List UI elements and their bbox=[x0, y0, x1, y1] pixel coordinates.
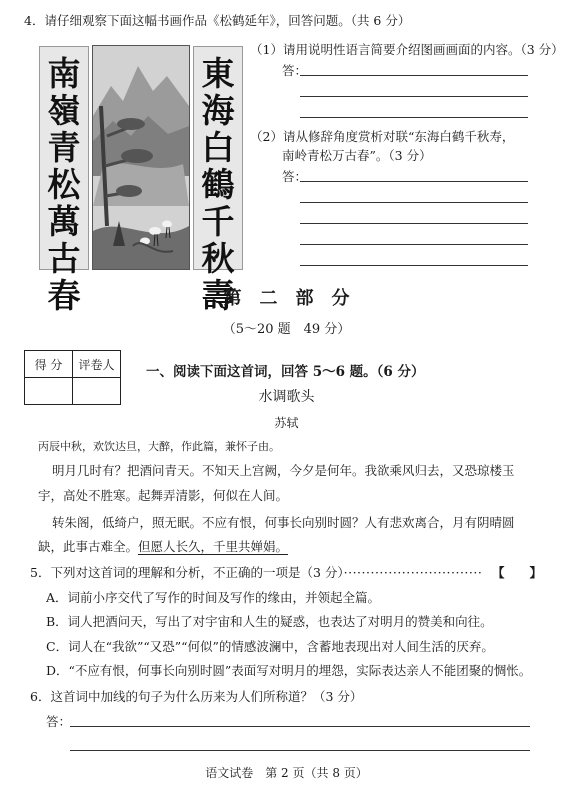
answer-line[interactable] bbox=[300, 265, 528, 266]
right-couplet-char: 鶴 bbox=[201, 165, 235, 204]
answer-line[interactable] bbox=[300, 202, 528, 203]
page-footer: 语文试卷 第 2 页（共 8 页） bbox=[205, 766, 368, 780]
answer-line[interactable] bbox=[300, 117, 528, 118]
q5-option-a: A．词前小序交代了写作的时间及写作的缘由，并领起全篇。 bbox=[46, 590, 381, 605]
left-couplet-char: 南 bbox=[47, 54, 81, 93]
q5-stem-text: 5．下列对这首词的理解和分析，不正确的一项是（3 分） bbox=[30, 565, 344, 580]
q4-stem: 4．请仔细观察下面这幅书画作品《松鹤延年》，回答问题。（共 6 分） bbox=[24, 13, 411, 28]
q6-stem: 6．这首词中加线的句子为什么历来为人们所称道？（3 分） bbox=[30, 689, 363, 704]
q5-stem bbox=[30, 564, 482, 581]
left-couplet-char: 萬 bbox=[47, 202, 81, 241]
poem-p2-line2 bbox=[38, 538, 288, 555]
answer-line[interactable] bbox=[300, 181, 528, 182]
poem-p1-line2: 宇，高处不胜寒。起舞弄清影，何似在人间。 bbox=[38, 488, 289, 503]
q6-answer-label: 答： bbox=[46, 714, 72, 729]
poem-preface: 丙辰中秋，欢饮达旦，大醉，作此篇，兼怀子由。 bbox=[38, 440, 280, 453]
poem-p2-line1: 转朱阁，低绮户，照无眠。不应有恨，何事长向别时圆？人有悲欢离合，月有阴晴圆 bbox=[52, 515, 515, 530]
answer-line[interactable] bbox=[300, 244, 528, 245]
q4-sub1-prompt: （1）请用说明性语言简要介绍图画画面的内容。（3 分） bbox=[250, 42, 564, 57]
poem-p2-line2-plain: 缺，此事古难全。 bbox=[38, 539, 139, 554]
right-couplet-char: 千 bbox=[201, 202, 235, 241]
left-couplet-char: 古 bbox=[47, 239, 81, 278]
answer-line[interactable] bbox=[300, 75, 528, 76]
right-couplet-char: 秋 bbox=[201, 239, 235, 278]
left-couplet-char: 青 bbox=[47, 128, 81, 167]
left-couplet-char: 春 bbox=[47, 276, 81, 315]
grader-label: 评卷人 bbox=[73, 351, 121, 378]
q4-sub1-answer-label: 答： bbox=[282, 63, 308, 78]
poem-p1-line1: 明月几时有？把酒问青天。不知天上宫阙，今夕是何年。我欲乘风归去，又恐琼楼玉 bbox=[52, 463, 515, 478]
left-couplet-char: 嶺 bbox=[47, 91, 81, 130]
right-couplet-scroll bbox=[193, 46, 243, 315]
right-couplet-char: 白 bbox=[201, 128, 235, 167]
answer-line[interactable] bbox=[70, 726, 530, 727]
part-subtitle: （5～20 题 49 分） bbox=[222, 322, 351, 337]
q4-sub2-answer-label: 答： bbox=[282, 169, 308, 184]
q5-answer-bracket[interactable]: 【 】 bbox=[492, 565, 543, 580]
right-couplet-char: 東 bbox=[201, 54, 235, 93]
answer-line[interactable] bbox=[70, 750, 530, 751]
q5-option-b: B．词人把酒问天，写出了对宇宙和人生的疑惑，也表达了对明月的赞美和向往。 bbox=[46, 614, 493, 629]
answer-line[interactable] bbox=[300, 223, 528, 224]
part-title: 第 二 部 分 bbox=[223, 288, 350, 309]
section-heading: 一、阅读下面这首词，回答 5～6 题。（6 分） bbox=[146, 364, 425, 380]
q5-leader-dots: ······························· bbox=[343, 565, 483, 580]
pine-crane-painting bbox=[92, 45, 190, 270]
right-couplet-char: 海 bbox=[201, 91, 235, 130]
left-couplet-scroll bbox=[39, 46, 89, 315]
score-label: 得 分 bbox=[25, 351, 73, 378]
q5-option-d: D．“不应有恨，何事长向别时圆”表面写对明月的埋怨，实际表达亲人不能团聚的惆怅。 bbox=[46, 663, 532, 678]
left-couplet-char: 松 bbox=[47, 165, 81, 204]
answer-line[interactable] bbox=[300, 96, 528, 97]
poem-underlined-sentence: 但愿人长久，千里共婵娟。 bbox=[138, 539, 289, 554]
q4-sub2-prompt-line2: 南岭青松万古春”。（3 分） bbox=[282, 148, 432, 163]
q4-sub2-prompt-line1: （2）请从修辞角度赏析对联“东海白鹤千秋寿， bbox=[250, 129, 515, 144]
poem-title: 水调歌头 bbox=[258, 389, 315, 405]
right-couplet-char: 壽 bbox=[201, 276, 235, 315]
poem-author: 苏轼 bbox=[274, 416, 299, 430]
q5-option-c: C．词人在“我欲”“又恐”“何似”的情感波澜中，含蓄地表现出对人间生活的厌弃。 bbox=[46, 639, 494, 654]
painting-illustration bbox=[93, 46, 189, 269]
